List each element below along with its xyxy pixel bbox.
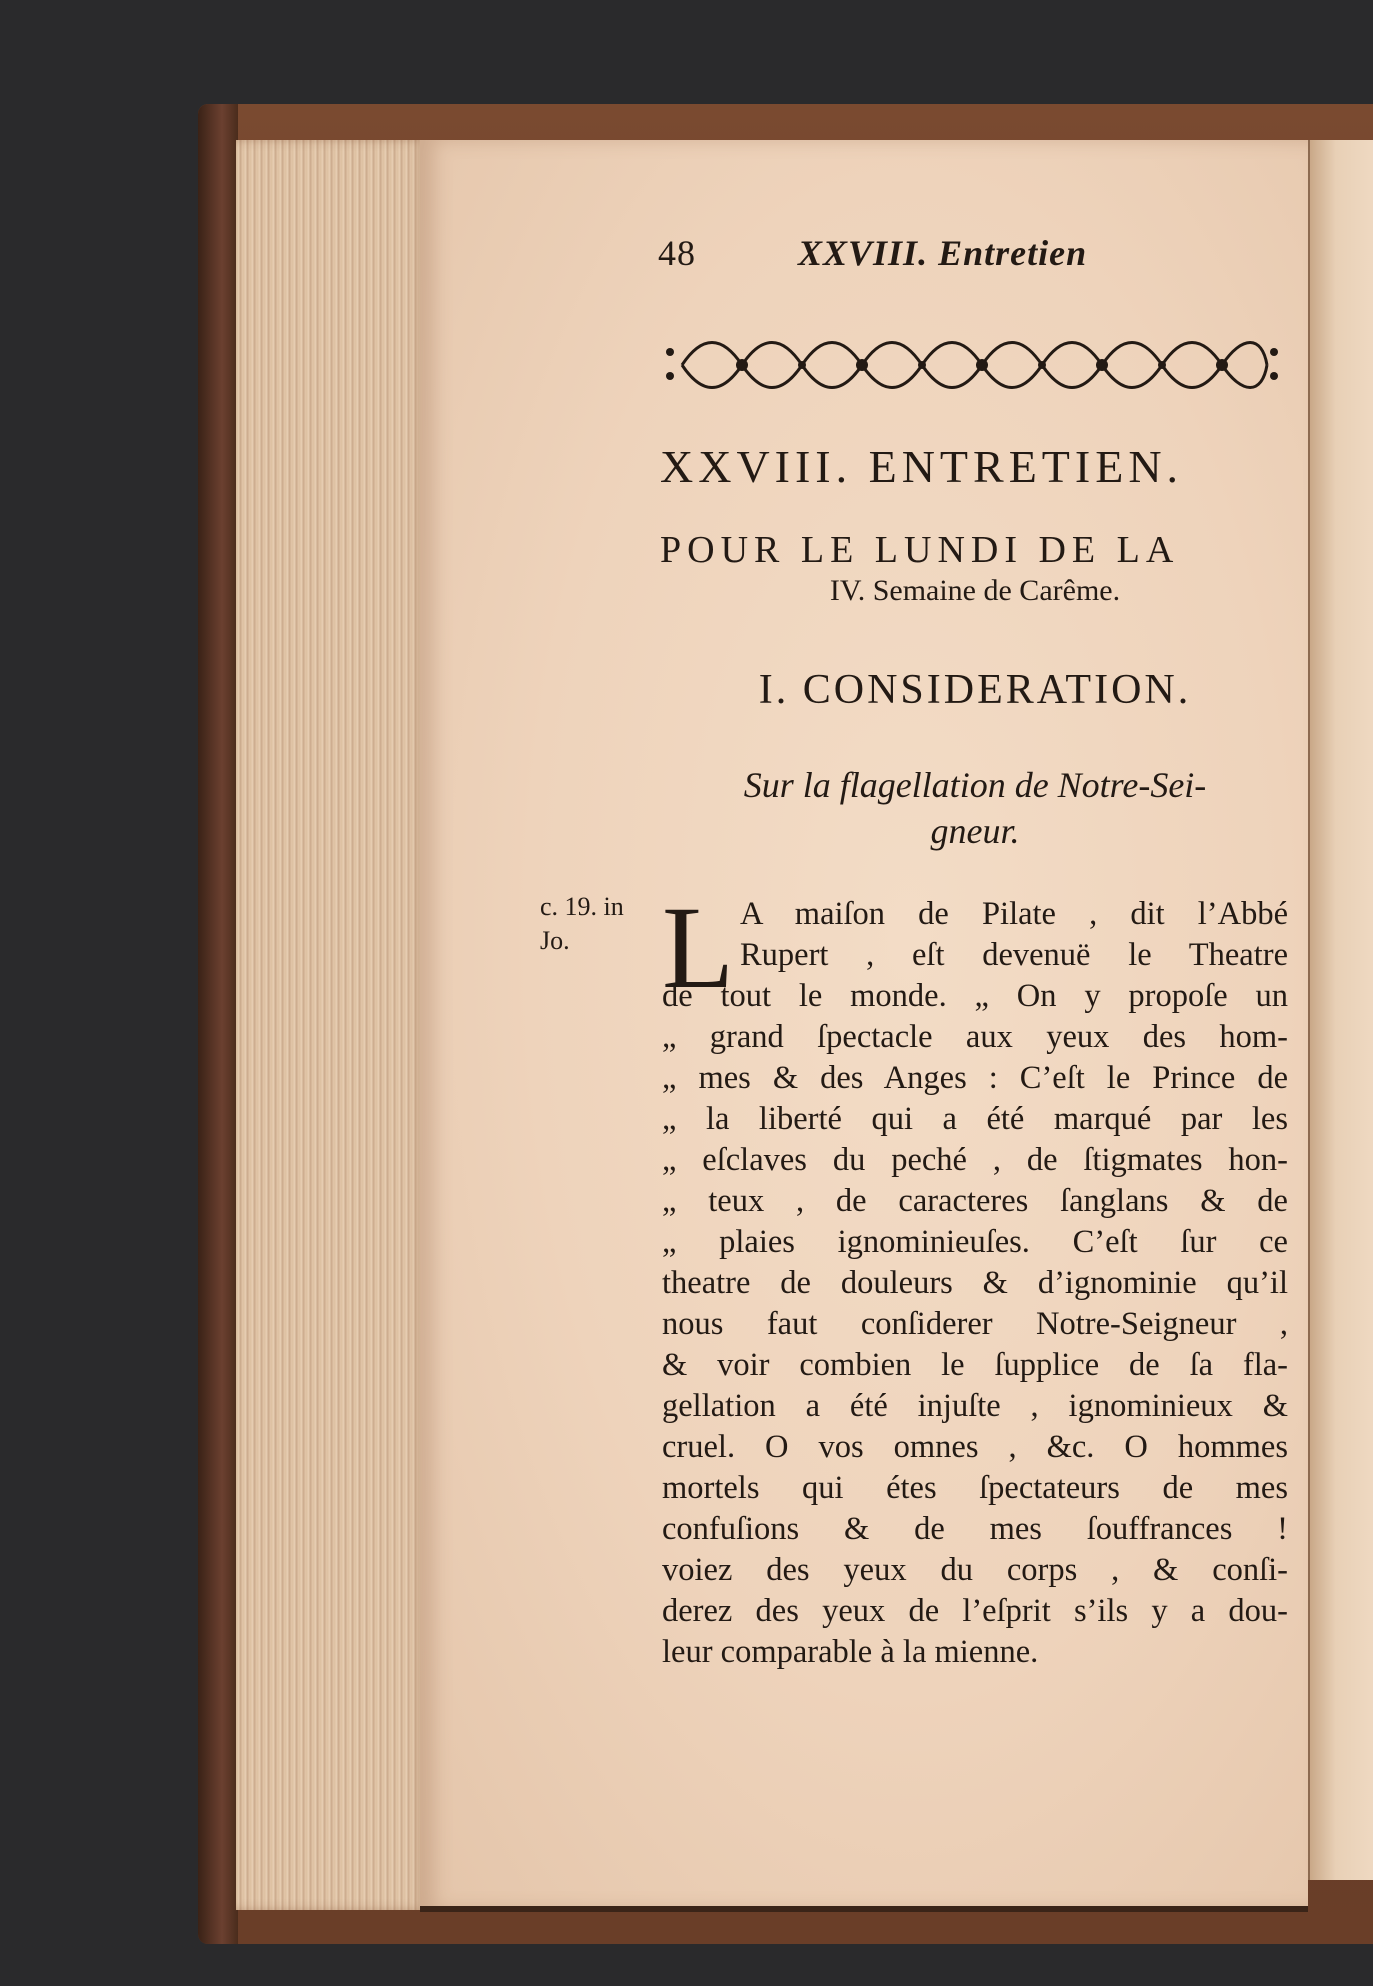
running-head — [658, 232, 1278, 282]
text-line: derez des yeux de l’eſprit s’ils y a dou- — [662, 1593, 1288, 1629]
text-line: de tout le monde. „ On y propoſe un — [662, 978, 1288, 1014]
decorative-headpiece — [662, 330, 1282, 400]
text-line: mortels qui étes ſpectateurs de mes — [662, 1470, 1288, 1506]
text-line: theatre de douleurs & d’ignominie qu’il — [662, 1265, 1288, 1301]
margin-reference-line: c. 19. in — [540, 892, 624, 921]
page-number: 48 — [658, 233, 696, 273]
section-heading: I. CONSIDERATION. — [758, 667, 1192, 713]
text-line: „ eſclaves du peché , de ſtigmates hon- — [662, 1142, 1288, 1178]
subtitle-line: gneur. — [930, 811, 1020, 851]
page-edges — [236, 140, 426, 1910]
text-line: & voir combien le ſupplice de ſa fla- — [662, 1347, 1288, 1383]
margin-reference — [540, 890, 660, 958]
text-line: voiez des yeux du corps , & conſi- — [662, 1552, 1288, 1588]
text-line: „ la liberté qui a été marqué par les — [662, 1101, 1288, 1137]
drop-cap: L — [662, 882, 735, 1013]
text-line: A maiſon de Pilate , dit l’Abbé — [740, 896, 1288, 932]
text-line: „ teux , de caracteres ſanglans & de — [662, 1183, 1288, 1219]
subtitle-line: Sur la flagellation de Notre-Sei- — [743, 765, 1207, 805]
margin-reference-line: Jo. — [540, 926, 570, 955]
book-spine — [198, 104, 238, 1944]
running-title: XXVIII. Entretien — [798, 233, 1088, 273]
text-line: cruel. O vos omnes , &c. O hommes — [662, 1429, 1288, 1465]
section-subtitle — [660, 762, 1290, 854]
text-line: „ grand ſpectacle aux yeux des hom- — [662, 1019, 1288, 1055]
text-line: confuſions & de mes ſouffrances ! — [662, 1511, 1288, 1547]
text-line: gellation a été injuſte , ignominieux & — [662, 1388, 1288, 1424]
chapter-subtitle: POUR LE LUNDI DE LA — [660, 529, 1180, 571]
text-line: nous faut conſiderer Notre-Seigneur , — [662, 1306, 1288, 1342]
facing-page-edge — [1308, 140, 1373, 1880]
chapter-week: IV. Semaine de Carême. — [829, 574, 1121, 607]
text-line: leur comparable à la mienne. — [662, 1634, 1039, 1670]
text-line: Rupert , eſt devenuë le Theatre — [740, 937, 1288, 973]
body-paragraph — [662, 882, 1288, 1673]
text-line: „ mes & des Anges : C’eſt le Prince de — [662, 1060, 1288, 1096]
page-bottom-edge — [420, 1906, 1308, 1912]
chapter-title: XXVIII. ENTRETIEN. — [660, 441, 1184, 492]
text-line: „ plaies ignominieuſes. C’eſt ſur ce — [662, 1224, 1288, 1260]
